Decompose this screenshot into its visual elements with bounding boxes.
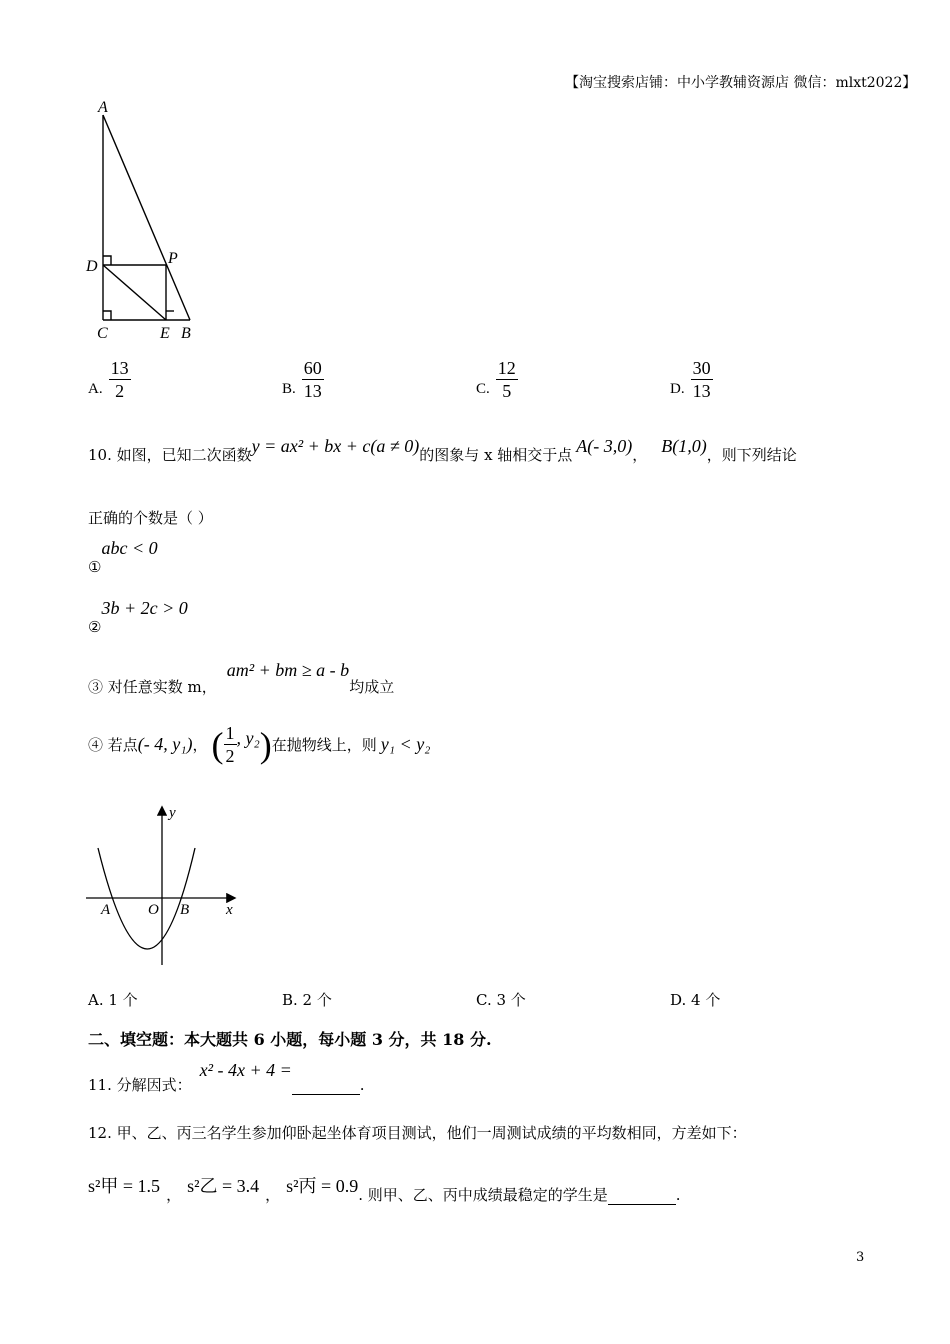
parabola-graph: [84, 800, 244, 970]
graph-label-y: y: [169, 805, 176, 821]
q10-statement-2: ②3b + 2c > 0: [88, 598, 188, 636]
q9-option-d[interactable]: D. $\frac{30}{13}$: [670, 358, 711, 401]
q10-statement-3: ③ 对任意实数 m，am² + bm ≥ a - b均成立: [88, 660, 395, 696]
segment-AB: [103, 115, 190, 320]
right-angle-mark-D: [103, 256, 111, 265]
graph-label-A: A: [101, 902, 111, 918]
q10-option-c[interactable]: C. 3 个: [476, 991, 526, 1009]
q10-stem-line1: 10. 如图，已知二次函数y = ax² + bx + c(a ≠ 0)的图象与 x 轴相交于点 A(- 3,0)， B(1,0)，则下列结论: [88, 436, 797, 464]
page-number: 3: [856, 1250, 865, 1265]
q11: 11. 分解因式：x² - 4x + 4 = .: [88, 1060, 365, 1094]
segment-DE: [103, 265, 166, 320]
q9-option-a[interactable]: A. $\frac{13}{2}$: [88, 358, 129, 401]
section-2-title: 二、填空题：本大题共 6 小题，每小题 3 分，共 18 分.: [88, 1030, 492, 1049]
label-D: D: [86, 258, 98, 275]
graph-label-O: O: [148, 902, 159, 918]
q9-option-c[interactable]: C. $\frac{12}{5}$: [476, 358, 516, 401]
label-A: A: [98, 99, 108, 116]
q12-answer-blank[interactable]: [608, 1186, 676, 1205]
graph-label-B: B: [180, 902, 190, 918]
q10-stem-line2: 正确的个数是（ ）: [88, 509, 213, 527]
q10-option-b[interactable]: B. 2 个: [282, 991, 332, 1009]
label-P: P: [168, 250, 178, 267]
q12-stem: 12. 甲、乙、丙三名学生参加仰卧起坐体育项目测试，他们一周测试成绩的平均数相同，方差如下：: [88, 1124, 747, 1142]
page-header: 【淘宝搜索店铺：中小学教辅资源店 微信：mlxt2022】: [565, 75, 917, 91]
q10-option-d[interactable]: D. 4 个: [670, 991, 721, 1009]
q12-variances: s²甲 = 1.5 ， s²乙 = 3.4 ， s²丙 = 0.9. 则甲、乙、丙中成绩最稳定的学生是 .: [88, 1176, 681, 1204]
q10-statement-4: ④ 若点 (- 4, y₁) ， ( $\frac{1}{2}$ , y₂ ) 在抛物线上，则 y₁ < y₂: [88, 723, 431, 766]
right-angle-mark-C: [103, 311, 111, 320]
q10-option-a[interactable]: A. 1 个: [88, 991, 138, 1009]
q11-answer-blank[interactable]: [292, 1076, 360, 1095]
triangle-figure: [80, 95, 220, 345]
q10-statement-1: ①abc < 0: [88, 538, 158, 576]
label-B: B: [181, 325, 191, 342]
label-E: E: [160, 325, 170, 342]
graph-label-x: x: [226, 902, 233, 918]
label-C: C: [97, 325, 108, 342]
q9-option-b[interactable]: B. $\frac{60}{13}$: [282, 358, 322, 401]
